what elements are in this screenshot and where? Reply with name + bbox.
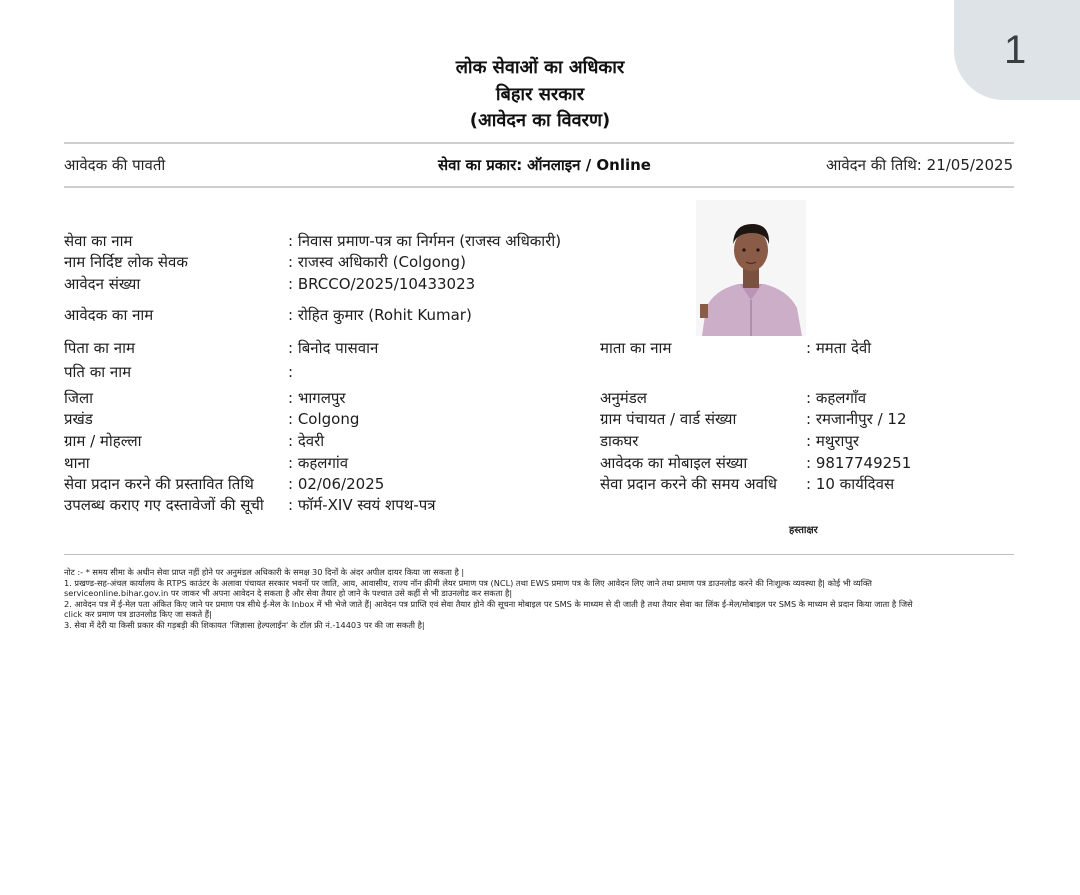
- note-line: click कर प्रमाण पत्र डाउनलोड किए जा सकते हैं|: [64, 609, 212, 620]
- service-type-value: ऑनलाइन / Online: [527, 156, 651, 174]
- documents-value: : फॉर्म-XIV स्वयं शपथ-पत्र: [288, 496, 436, 514]
- documents-label: उपलब्ध कराए गए दस्तावेजों की सूची: [64, 496, 264, 514]
- proposed-date-value: : 02/06/2025: [288, 475, 385, 493]
- block-label: प्रखंड: [64, 410, 93, 428]
- district-value: : भागलपुर: [288, 389, 346, 407]
- title-line-3: (आवेदन का विवरण): [469, 110, 611, 131]
- mobile-value: : 9817749251: [806, 454, 912, 472]
- father-name-label: पिता का नाम: [64, 339, 135, 357]
- note-line: serviceonline.bihar.gov.in पर जाकर भी अपना आवेदन दे सकता है और सेवा तैयार हो जाने के पश्चात उसे कहीं से भी डाउनलोड कर सकता है|: [64, 588, 513, 599]
- title-line-2: बिहार सरकार: [495, 84, 585, 105]
- header-bottom-rule: [64, 186, 1014, 188]
- service-type-label: सेवा का प्रकार:: [438, 156, 523, 174]
- application-date-value: 21/05/2025: [926, 156, 1014, 174]
- post-office-value: : मथुरापुर: [806, 432, 860, 450]
- village-value: : देवरी: [288, 432, 325, 450]
- designated-officer-label: नाम निर्दिष्ट लोक सेवक: [64, 253, 188, 271]
- time-limit-label: सेवा प्रदान करने की समय अवधि: [600, 475, 778, 493]
- service-name-label: सेवा का नाम: [64, 232, 133, 250]
- service-name-value: : निवास प्रमाण-पत्र का निर्गमन (राजस्व अधिकारी): [288, 232, 562, 250]
- note-line: 3. सेवा में देरी या किसी प्रकार की गड़बड़ी की शिकायत 'जिज्ञासा हेल्पलाईन' के टॉल फ्री नं.-14403 पर की जा सकती है|: [64, 619, 425, 630]
- application-number-value: : BRCCO/2025/10433023: [288, 275, 476, 293]
- service-type: [438, 155, 651, 175]
- village-label: ग्राम / मोहल्ला: [64, 432, 142, 450]
- notes-section: [64, 567, 1014, 631]
- time-limit-value: : 10 कार्यदिवस: [806, 475, 895, 493]
- application-number-label: आवेदन संख्या: [64, 275, 141, 293]
- husband-name-label: पति का नाम: [64, 363, 132, 381]
- application-date-label: आवेदन की तिथि:: [826, 156, 922, 174]
- block-value: : Colgong: [288, 410, 360, 428]
- proposed-date-label: सेवा प्रदान करने की प्रस्तावित तिथि: [64, 475, 254, 493]
- applicant-name-label: आवेदक का नाम: [64, 306, 154, 324]
- note-line: 1. प्रखण्ड-सह-अंचल कार्यालय के RTPS काउंटर के अलावा पंचायत सरकार भवनों पर जाति, आय, आवासीय, राज्य नॉन क्रीमी लेयर प्रमाण पत्र (NCL) तथा EWS प्रमाण पत्र के लिए आवेदन लिए जाने तथा प्रमाण पत्र डाउनलोड करने की निःशुल्क व्यवस्था है| कोई भी व्यक्ति: [64, 577, 872, 588]
- acknowledgement-label: आवेदक की पावती: [64, 156, 166, 174]
- note-line: नोट :- * समय सीमा के अधीन सेवा प्राप्त नहीं होने पर अनुमंडल अधिकारी के समक्ष 30 दिनों के अंदर अपील दायर किया जा सकता है |: [64, 567, 465, 577]
- title-line-1: लोक सेवाओं का अधिकार: [455, 57, 625, 78]
- mother-name-label: माता का नाम: [600, 339, 672, 357]
- mother-name-value: : ममता देवी: [806, 339, 872, 357]
- designated-officer-value: : राजस्व अधिकारी (Colgong): [288, 253, 466, 271]
- applicant-photo: [696, 200, 806, 336]
- panchayat-ward-value: : रमजानीपुर / 12: [806, 410, 907, 428]
- police-station-value: : कहलगांव: [288, 454, 349, 472]
- notes-top-rule: [64, 554, 1014, 555]
- husband-name-value: :: [288, 363, 294, 381]
- note-line: 2. आवेदन पत्र में ई-मेल पता अंकित किए जाने पर प्रमाण पत्र सीधे ई-मेल के Inbox में भी भेजे जाते हैं| आवेदन पत्र प्राप्ति एवं सेवा तैयार होने की सूचना मोबाइल पर SMS के माध्यम से दी जाती है तथा तैयार सेवा का लिंक ई-मेल/मोबाइल पर SMS के माध्यम से प्रदान किया जाता है जिसे: [64, 598, 913, 609]
- signature-label: हस्ताक्षर: [789, 525, 818, 536]
- district-label: जिला: [64, 389, 94, 407]
- applicant-name-value: : रोहित कुमार (Rohit Kumar): [288, 306, 472, 324]
- subdivision-label: अनुमंडल: [600, 389, 647, 407]
- post-office-label: डाकघर: [600, 432, 639, 450]
- police-station-label: थाना: [64, 454, 90, 472]
- father-name-value: : बिनोद पासवान: [288, 339, 379, 357]
- header-top-rule: [64, 142, 1014, 144]
- panchayat-ward-label: ग्राम पंचायत / वार्ड संख्या: [600, 410, 737, 428]
- subdivision-value: : कहलगाँव: [806, 389, 867, 407]
- mobile-label: आवेदक का मोबाइल संख्या: [600, 454, 748, 472]
- application-date: [826, 155, 1013, 175]
- page-number: 1: [1004, 28, 1027, 72]
